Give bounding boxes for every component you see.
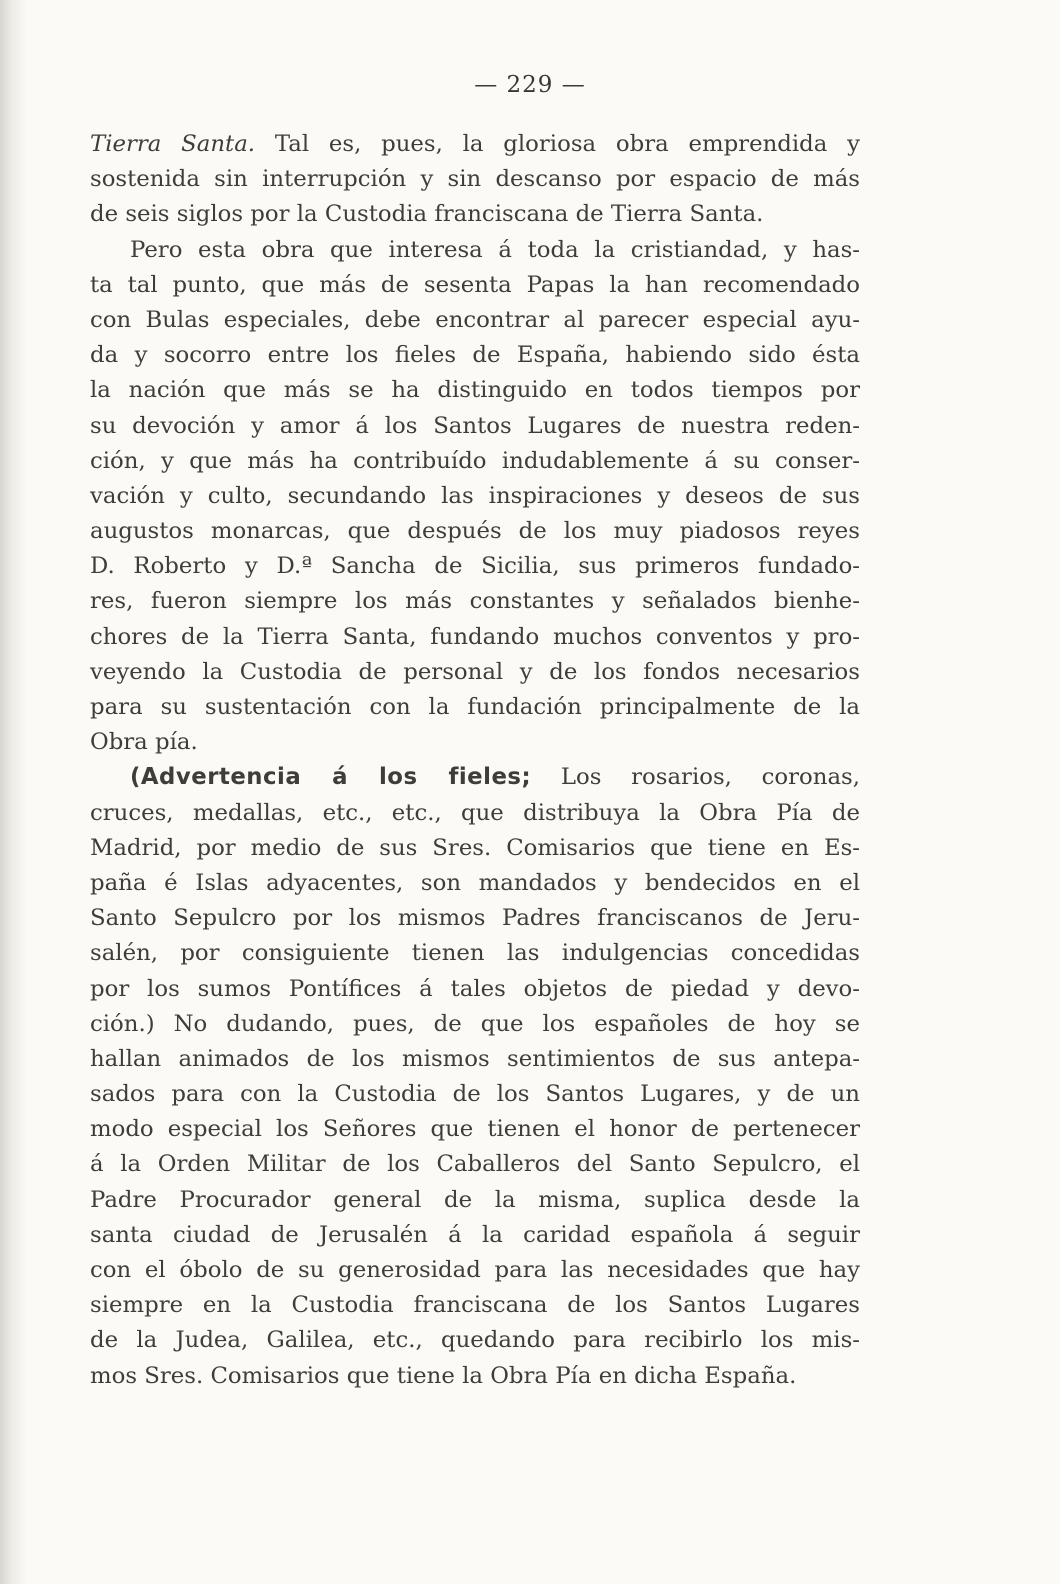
page-edge-shadow [0, 0, 28, 1584]
line-text: siempre en la Custodia franciscana de los Santos Lugares [90, 1292, 860, 1319]
line-text: hallan animados de los mismos sentimientos de sus antepa- [90, 1045, 860, 1072]
line-text: sados para con la Custodia de los Santos Lugares, y de un [90, 1081, 860, 1108]
line-text: Obra pía. [90, 729, 198, 756]
paragraph [90, 760, 860, 1393]
bold-heading-phrase: (Advertencia á los fieles; [130, 764, 532, 791]
text-line [90, 1007, 860, 1042]
line-text: la nación que más se ha distinguido en todos tiempos por [90, 377, 860, 404]
text-line [90, 409, 860, 444]
line-text: para su sustentación con la fundación principalmente de la [90, 694, 860, 720]
text-line [90, 620, 860, 655]
line-text: su devoción y amor á los Santos Lugares de nuestra reden- [90, 412, 860, 439]
text-line [90, 1042, 860, 1077]
line-text: veyendo la Custodia de personal y de los fondos necesarios [90, 658, 860, 685]
text-line [90, 901, 860, 936]
text-line [90, 233, 860, 268]
text-line [90, 1288, 860, 1323]
line-text: ción, y que más ha contribuído indudablemente á su conser- [90, 447, 860, 474]
text-line [90, 127, 860, 162]
line-text: santa ciudad de Jerusalén á la caridad española á seguir [90, 1221, 860, 1248]
line-text: modo especial los Señores que tienen el honor de pertenecer [90, 1116, 860, 1143]
text-line [90, 268, 860, 303]
line-text: paña é Islas adyacentes, son mandados y bendecidos en el [90, 869, 860, 896]
text-line [90, 796, 860, 831]
text-line [90, 584, 860, 619]
text-line [90, 444, 860, 479]
line-text: ción.) No dudando, pues, de que los españoles de hoy se [90, 1010, 860, 1037]
line-text: Madrid, por medio de sus Sres. Comisarios que tiene en Es- [90, 834, 860, 861]
line-text: da y socorro entre los fieles de España, habiendo sido ésta [90, 342, 860, 369]
line-text: Pero esta obra que interesa á toda la cristiandad, y has- [130, 236, 860, 263]
text-line [90, 972, 860, 1007]
italic-phrase: Tierra Santa. [90, 131, 256, 157]
line-text: ta tal punto, que más de sesenta Papas la han recomendado [90, 271, 860, 298]
body-text [90, 127, 860, 1394]
line-text: mos Sres. Comisarios que tiene la Obra Pía en dicha España. [90, 1362, 797, 1389]
line-text: cruces, medallas, etc., etc., que distribuya la Obra Pía de [90, 799, 860, 826]
text-line [90, 655, 860, 690]
line-text: por los sumos Pontífices á tales objetos de piedad y devo- [90, 975, 860, 1002]
line-text: Los rosarios, coronas, [531, 764, 860, 791]
line-text: á la Orden Militar de los Caballeros del Santo Sepulcro, el [90, 1151, 860, 1178]
text-line [90, 725, 860, 760]
line-text: salén, por consiguiente tienen las indulgencias concedidas [90, 940, 860, 967]
text-line [90, 690, 860, 725]
line-text: de la Judea, Galilea, etc., quedando para recibirlo los mis- [90, 1327, 860, 1354]
line-text: Padre Procurador general de la misma, suplica desde la [90, 1186, 860, 1213]
text-line [90, 514, 860, 549]
line-text: res, fueron siempre los más constantes y señalados bienhe- [90, 588, 860, 615]
text-line [90, 831, 860, 866]
page-number: — 229 — [474, 72, 586, 98]
text-line [90, 1112, 860, 1147]
line-text: de seis siglos por la Custodia franciscana de Tierra Santa. [90, 201, 764, 228]
line-text: D. Roberto y D.ª Sancha de Sicilia, sus primeros fundado- [90, 553, 860, 580]
text-line [90, 760, 860, 795]
line-text: con Bulas especiales, debe encontrar al parecer especial ayu- [90, 306, 860, 333]
text-line [90, 1253, 860, 1288]
text-line [90, 936, 860, 971]
line-text: vación y culto, secundando las inspiraciones y deseos de sus [90, 482, 860, 509]
text-line [90, 338, 860, 373]
paragraph [90, 127, 860, 233]
text-line [90, 549, 860, 584]
line-text: con el óbolo de su generosidad para las necesidades que hay [90, 1257, 860, 1283]
line-text: sostenida sin interrupción y sin descanso por espacio de más [90, 166, 860, 193]
text-line [90, 1183, 860, 1218]
text-line [90, 197, 860, 232]
paragraph [90, 233, 860, 761]
text-line [90, 162, 860, 197]
text-line [90, 1147, 860, 1182]
text-line [90, 479, 860, 514]
line-text: augustos monarcas, que después de los muy piadosos reyes [90, 518, 860, 545]
text-line [90, 303, 860, 338]
text-line [90, 866, 860, 901]
line-text: chores de la Tierra Santa, fundando muchos conventos y pro- [90, 623, 860, 650]
text-line [90, 1218, 860, 1253]
line-text: Santo Sepulcro por los mismos Padres franciscanos de Jeru- [90, 905, 860, 932]
line-text: Tal es, pues, la gloriosa obra emprendida y [255, 131, 860, 157]
text-line [90, 373, 860, 408]
text-line [90, 1359, 860, 1394]
text-line [90, 1323, 860, 1358]
text-line [90, 1077, 860, 1112]
